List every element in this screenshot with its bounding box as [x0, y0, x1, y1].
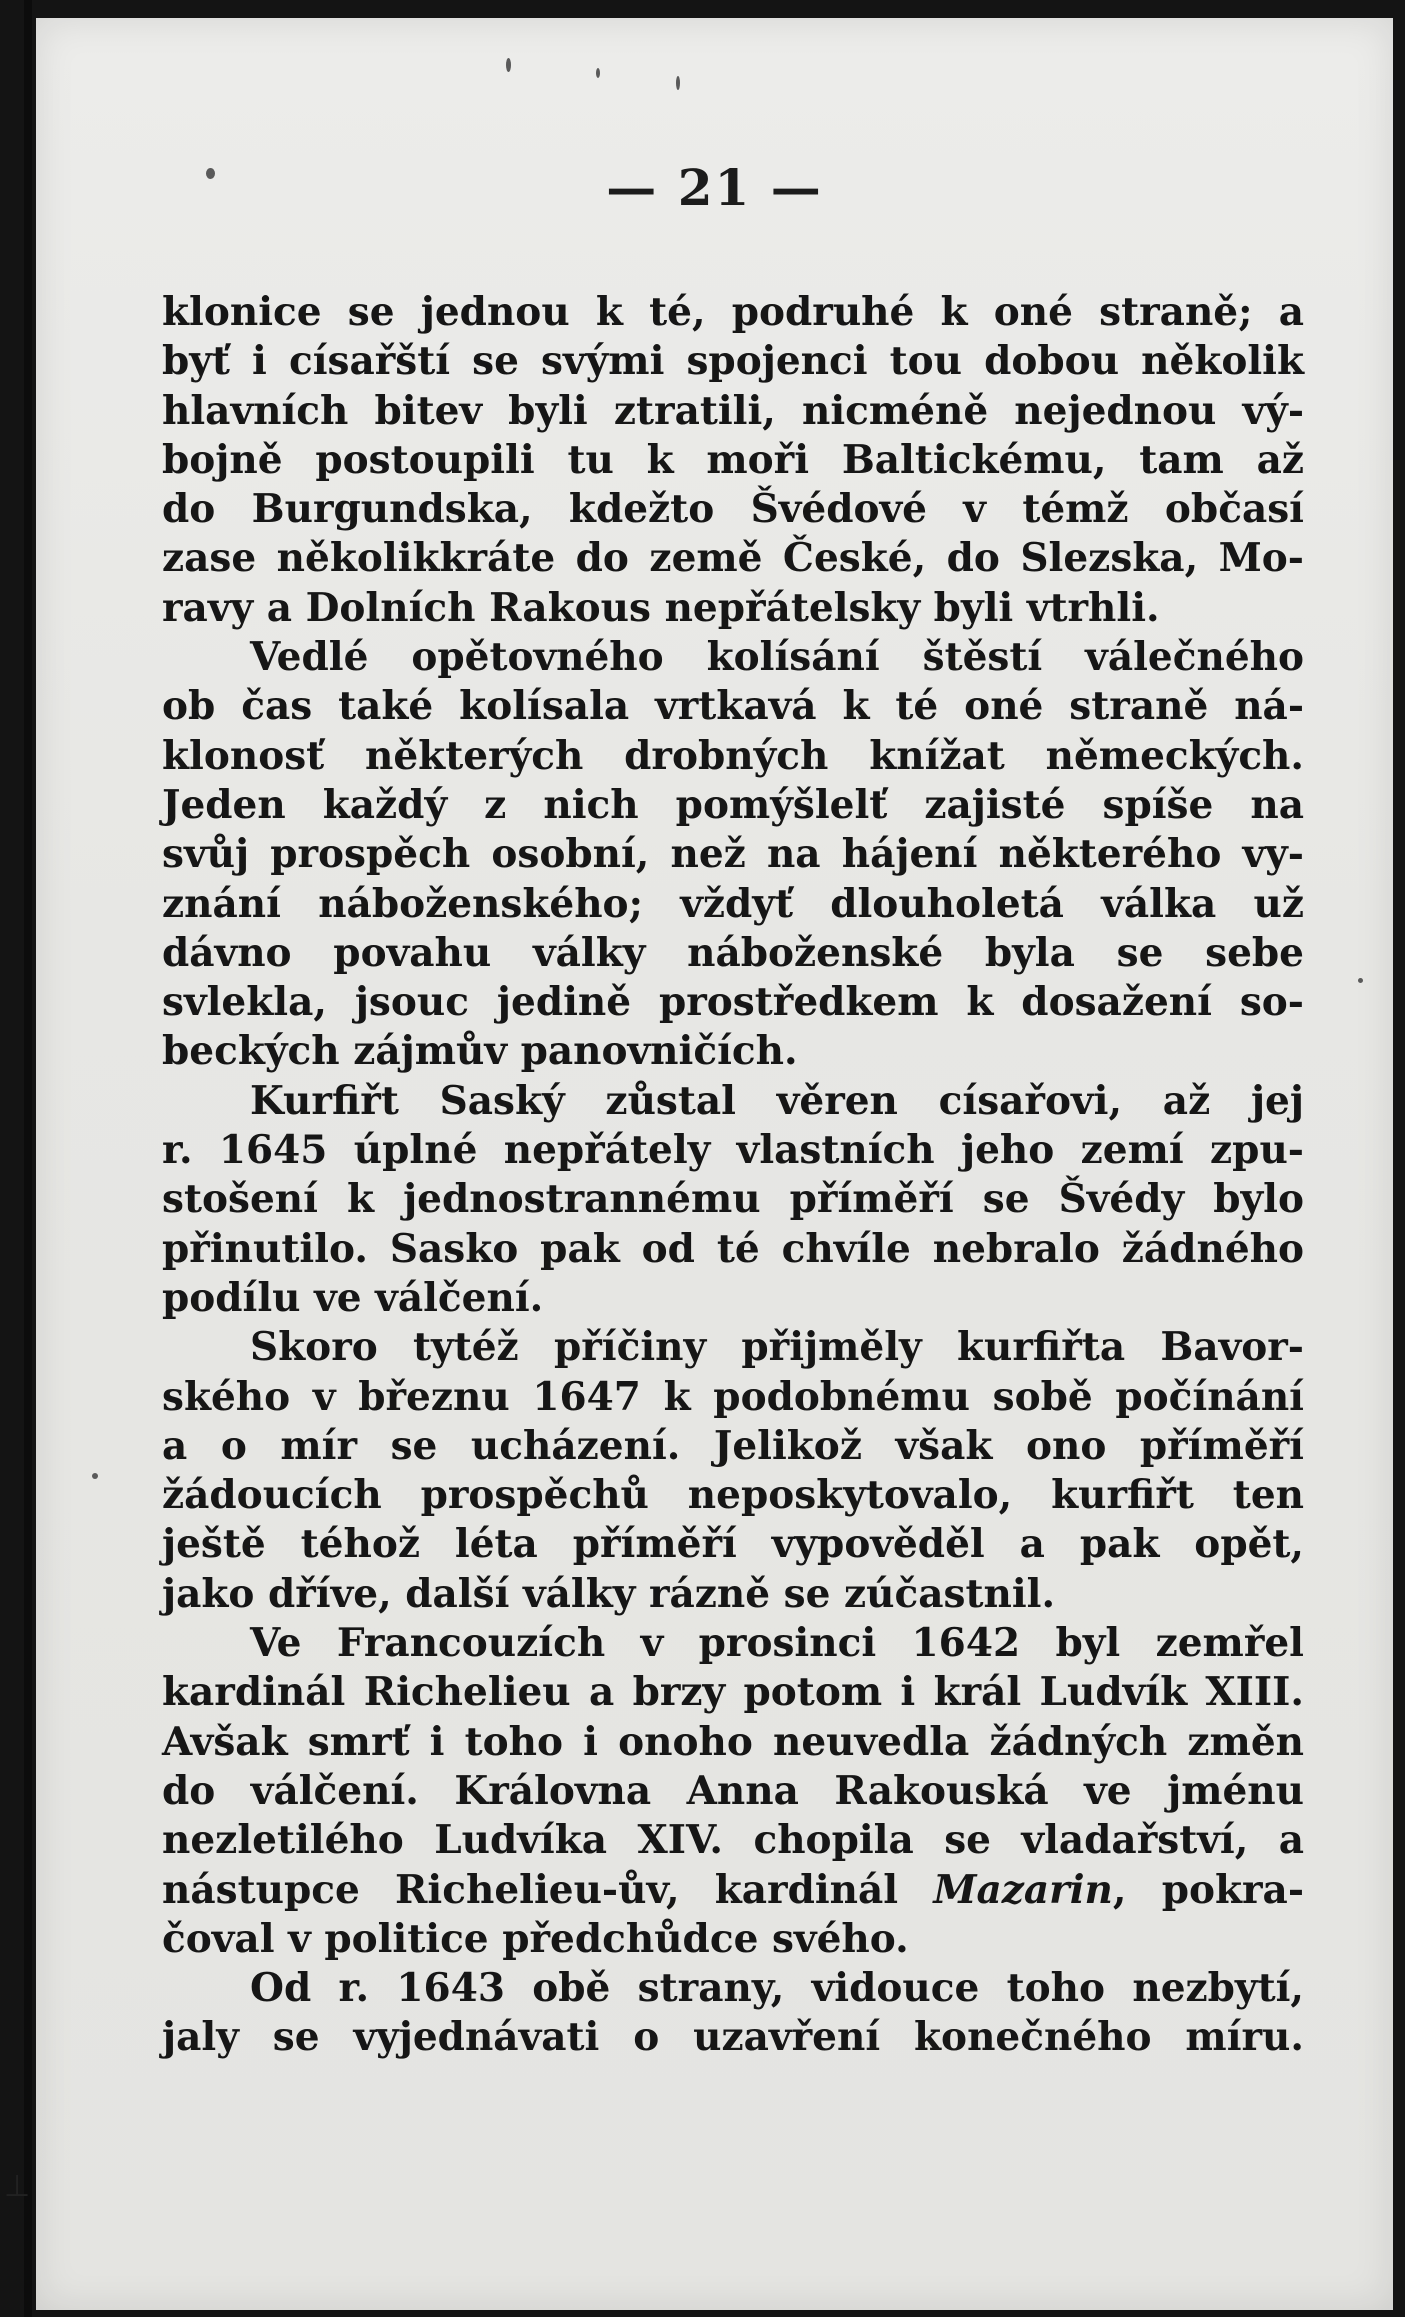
text-line: klonosť některých drobných knížat německých. [162, 732, 1304, 779]
text-line: jaly se vyjednávati o uzavření konečného míru. [162, 2014, 1304, 2061]
book-page [36, 18, 1393, 2310]
text-line: bеckých zájmův panovničích. [162, 1028, 798, 1075]
text-line: kardinál Richelieu a brzy potom i král Ludvík XIII. [162, 1669, 1304, 1716]
text-line: r. 1645 úplné nepřátely vlastních jeho zemí zpu- [162, 1127, 1304, 1174]
paragraph-4 [162, 1323, 1304, 1619]
text-line: podílu ve válčení. [162, 1274, 544, 1321]
text-line: byť i císařští se svými spojenci tou dobou několik [162, 338, 1304, 385]
text-line: Od r. 1643 obě strany, vidouce toho nezbytí, [250, 1965, 1304, 2012]
text-line: Vedlé opětovného kolísání štěstí válečného [250, 634, 1304, 681]
text-line: svlekla, jsouc jedině prostředkem k dosažení so- [162, 979, 1304, 1026]
text-line: nástupce Richelieu-ův, kardinál Mazarin, pokra- [162, 1866, 1305, 1913]
text-line: Avšak smrť i toho i onoho neuvedla žádných změn [162, 1718, 1304, 1765]
binding-notch-icon: ⊥ [4, 2169, 31, 2204]
text-line: stošení k jednostrannému příměří se Švédy bylo [162, 1176, 1304, 1223]
italic-name: Mazarin [933, 1866, 1113, 1913]
paper-speck [1358, 978, 1363, 983]
text-line: dávno povahu války náboženské byla se sebe [162, 929, 1304, 976]
paragraph-5 [162, 1619, 1304, 1964]
text-line: žádoucích prospěchů neposkytovalo, kurfiřt ten [162, 1472, 1304, 1519]
text-line: a o mír se ucházení. Jelikož však ono příměří [162, 1422, 1304, 1469]
paragraph-2 [162, 633, 1304, 1077]
text-line: Kurfiřt Saský zůstal věren císařovi, až jej [250, 1077, 1304, 1124]
paragraph-1 [162, 288, 1304, 633]
paper-speck [206, 168, 215, 179]
text-line: svůj prospěch osobní, než na hájení některého vy- [162, 831, 1304, 878]
text-line: čoval v politice předchůdce svého. [162, 1915, 909, 1962]
text-line: ob čas také kolísala vrtkavá k té oné straně ná- [162, 683, 1304, 730]
paper-speck [596, 68, 600, 78]
text-line: znání náboženského; vždyť dlouholetá válka už [162, 880, 1304, 927]
text-line: ského v březnu 1647 k podobnému sobě počínání [162, 1373, 1304, 1420]
text-line: přinutilo. Sasko pak od té chvíle nebralo žádného [162, 1225, 1304, 1272]
paragraph-3 [162, 1077, 1304, 1323]
text-line: Skoro tytéž příčiny přijměly kurfiřta Bavor- [250, 1324, 1304, 1371]
text-line: hlavních bitev byli ztratili, nicméně nejednou vý- [162, 387, 1304, 434]
paper-speck [92, 1473, 98, 1479]
text-line: ravy a Dolních Rakous nepřátelsky byli vtrhli. [162, 584, 1160, 631]
paper-speck [676, 76, 680, 90]
text-line: bojně postoupili tu k moři Baltickému, tam až [162, 436, 1304, 483]
text-line: Ve Francouzích v prosinci 1642 byl zemřel [250, 1620, 1304, 1667]
text-line: ještě téhož léta příměří vypověděl a pak opět, [162, 1521, 1304, 1568]
text-line: nezletilého Ludvíka XIV. chopila se vladařství, a [162, 1817, 1304, 1864]
page-text [162, 288, 1304, 2063]
text-line: jako dříve, další války rázně se zúčastnil. [162, 1570, 1056, 1617]
text-line: zase několikkráte do země České, do Slezska, Mo- [162, 535, 1304, 582]
text-line: do Burgundska, kdežto Švédové v témž občasí [162, 486, 1304, 533]
text-line: Jeden každý z nich pomýšlelť zajisté spíše na [162, 781, 1304, 828]
binding-edge [24, 0, 32, 2317]
text-line: do válčení. Královna Anna Rakouská ve jménu [162, 1767, 1304, 1814]
text-line: klonice se jednou k té, podruhé k oné straně; a [162, 289, 1304, 335]
paragraph-6 [162, 1964, 1304, 2063]
paper-speck [506, 58, 511, 72]
page-number: — 21 — [606, 158, 823, 217]
